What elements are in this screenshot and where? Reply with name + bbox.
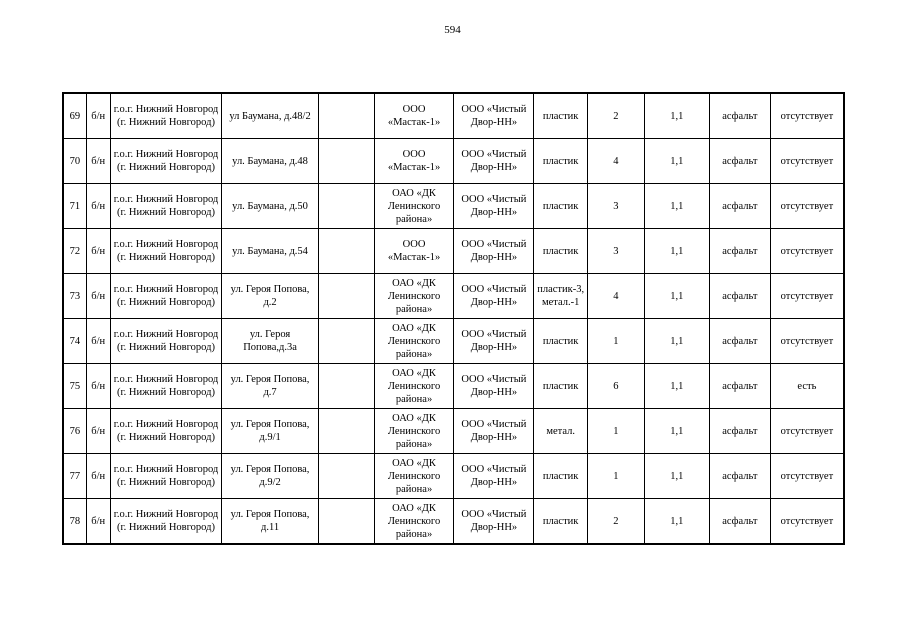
surface-type: асфальт bbox=[709, 229, 770, 274]
container-volume: 1,1 bbox=[644, 139, 709, 184]
row-number: 71 bbox=[63, 184, 86, 229]
container-count: 2 bbox=[587, 93, 644, 139]
address: ул. Баумана, д.48 bbox=[222, 139, 319, 184]
operator: ООО «Чистый Двор-НН» bbox=[454, 274, 534, 319]
operator: ООО «Чистый Двор-НН» bbox=[454, 454, 534, 499]
municipality: г.о.г. Нижний Новгород (г. Нижний Новгород) bbox=[110, 184, 221, 229]
site-id: б/н bbox=[86, 229, 110, 274]
fence-status: отсутствует bbox=[770, 274, 844, 319]
container-volume: 1,1 bbox=[644, 499, 709, 545]
owner: ОАО «ДК Ленинского района» bbox=[374, 184, 454, 229]
address: ул. Героя Попова,д.3а bbox=[222, 319, 319, 364]
municipality: г.о.г. Нижний Новгород (г. Нижний Новгород) bbox=[110, 409, 221, 454]
fence-status: отсутствует bbox=[770, 499, 844, 545]
address: ул. Баумана, д.54 bbox=[222, 229, 319, 274]
table-row bbox=[63, 319, 844, 364]
fence-status: отсутствует bbox=[770, 184, 844, 229]
empty-cell bbox=[318, 93, 374, 139]
container-count: 4 bbox=[587, 274, 644, 319]
municipality: г.о.г. Нижний Новгород (г. Нижний Новгород) bbox=[110, 454, 221, 499]
municipality: г.о.г. Нижний Новгород (г. Нижний Новгород) bbox=[110, 319, 221, 364]
address: ул. Героя Попова, д.2 bbox=[222, 274, 319, 319]
row-number: 73 bbox=[63, 274, 86, 319]
container-count: 1 bbox=[587, 409, 644, 454]
row-number: 75 bbox=[63, 364, 86, 409]
container-material: пластик bbox=[534, 454, 588, 499]
row-number: 74 bbox=[63, 319, 86, 364]
surface-type: асфальт bbox=[709, 139, 770, 184]
municipality: г.о.г. Нижний Новгород (г. Нижний Новгород) bbox=[110, 229, 221, 274]
surface-type: асфальт bbox=[709, 274, 770, 319]
surface-type: асфальт bbox=[709, 454, 770, 499]
site-id: б/н bbox=[86, 93, 110, 139]
empty-cell bbox=[318, 319, 374, 364]
owner: ООО «Мастак-1» bbox=[374, 229, 454, 274]
surface-type: асфальт bbox=[709, 409, 770, 454]
fence-status: отсутствует bbox=[770, 139, 844, 184]
municipality: г.о.г. Нижний Новгород (г. Нижний Новгород) bbox=[110, 274, 221, 319]
address: ул Баумана, д.48/2 bbox=[222, 93, 319, 139]
owner: ОАО «ДК Ленинского района» bbox=[374, 409, 454, 454]
container-material: пластик-3, метал.-1 bbox=[534, 274, 588, 319]
owner: ОАО «ДК Ленинского района» bbox=[374, 319, 454, 364]
site-id: б/н bbox=[86, 499, 110, 545]
container-count: 3 bbox=[587, 229, 644, 274]
owner: ООО «Мастак-1» bbox=[374, 93, 454, 139]
site-id: б/н bbox=[86, 409, 110, 454]
table-row bbox=[63, 409, 844, 454]
registry-table-body bbox=[63, 93, 844, 544]
container-volume: 1,1 bbox=[644, 409, 709, 454]
site-id: б/н bbox=[86, 274, 110, 319]
municipality: г.о.г. Нижний Новгород (г. Нижний Новгород) bbox=[110, 93, 221, 139]
table-row bbox=[63, 274, 844, 319]
row-number: 72 bbox=[63, 229, 86, 274]
row-number: 78 bbox=[63, 499, 86, 545]
container-count: 6 bbox=[587, 364, 644, 409]
container-material: пластик bbox=[534, 139, 588, 184]
operator: ООО «Чистый Двор-НН» bbox=[454, 409, 534, 454]
container-count: 1 bbox=[587, 454, 644, 499]
row-number: 70 bbox=[63, 139, 86, 184]
site-id: б/н bbox=[86, 364, 110, 409]
operator: ООО «Чистый Двор-НН» bbox=[454, 139, 534, 184]
address: ул. Героя Попова, д.7 bbox=[222, 364, 319, 409]
table-row bbox=[63, 229, 844, 274]
owner: ОАО «ДК Ленинского района» bbox=[374, 364, 454, 409]
container-volume: 1,1 bbox=[644, 184, 709, 229]
site-id: б/н bbox=[86, 454, 110, 499]
container-count: 2 bbox=[587, 499, 644, 545]
container-material: пластик bbox=[534, 364, 588, 409]
operator: ООО «Чистый Двор-НН» bbox=[454, 319, 534, 364]
container-volume: 1,1 bbox=[644, 93, 709, 139]
empty-cell bbox=[318, 229, 374, 274]
row-number: 77 bbox=[63, 454, 86, 499]
empty-cell bbox=[318, 139, 374, 184]
site-id: б/н bbox=[86, 319, 110, 364]
container-material: пластик bbox=[534, 93, 588, 139]
owner: ОАО «ДК Ленинского района» bbox=[374, 274, 454, 319]
empty-cell bbox=[318, 409, 374, 454]
owner: ОАО «ДК Ленинского района» bbox=[374, 499, 454, 545]
table-row bbox=[63, 364, 844, 409]
fence-status: отсутствует bbox=[770, 454, 844, 499]
container-material: пластик bbox=[534, 319, 588, 364]
empty-cell bbox=[318, 184, 374, 229]
fence-status: отсутствует bbox=[770, 409, 844, 454]
address: ул. Баумана, д.50 bbox=[222, 184, 319, 229]
table-row bbox=[63, 93, 844, 139]
fence-status: отсутствует bbox=[770, 319, 844, 364]
owner: ООО «Мастак-1» bbox=[374, 139, 454, 184]
address: ул. Героя Попова, д.9/1 bbox=[222, 409, 319, 454]
container-volume: 1,1 bbox=[644, 364, 709, 409]
surface-type: асфальт bbox=[709, 319, 770, 364]
container-material: пластик bbox=[534, 229, 588, 274]
operator: ООО «Чистый Двор-НН» bbox=[454, 229, 534, 274]
empty-cell bbox=[318, 454, 374, 499]
container-volume: 1,1 bbox=[644, 274, 709, 319]
municipality: г.о.г. Нижний Новгород (г. Нижний Новгород) bbox=[110, 364, 221, 409]
table-row bbox=[63, 184, 844, 229]
operator: ООО «Чистый Двор-НН» bbox=[454, 93, 534, 139]
site-id: б/н bbox=[86, 184, 110, 229]
empty-cell bbox=[318, 364, 374, 409]
fence-status: отсутствует bbox=[770, 93, 844, 139]
registry-table bbox=[62, 92, 845, 545]
row-number: 69 bbox=[63, 93, 86, 139]
site-id: б/н bbox=[86, 139, 110, 184]
container-material: пластик bbox=[534, 499, 588, 545]
container-material: пластик bbox=[534, 184, 588, 229]
address: ул. Героя Попова, д.11 bbox=[222, 499, 319, 545]
table-row bbox=[63, 499, 844, 545]
container-volume: 1,1 bbox=[644, 229, 709, 274]
municipality: г.о.г. Нижний Новгород (г. Нижний Новгород) bbox=[110, 139, 221, 184]
operator: ООО «Чистый Двор-НН» bbox=[454, 499, 534, 545]
empty-cell bbox=[318, 499, 374, 545]
fence-status: отсутствует bbox=[770, 229, 844, 274]
container-count: 3 bbox=[587, 184, 644, 229]
owner: ОАО «ДК Ленинского района» bbox=[374, 454, 454, 499]
page-number: 594 bbox=[444, 24, 461, 36]
empty-cell bbox=[318, 274, 374, 319]
container-material: метал. bbox=[534, 409, 588, 454]
surface-type: асфальт bbox=[709, 364, 770, 409]
surface-type: асфальт bbox=[709, 93, 770, 139]
surface-type: асфальт bbox=[709, 499, 770, 545]
municipality: г.о.г. Нижний Новгород (г. Нижний Новгород) bbox=[110, 499, 221, 545]
address: ул. Героя Попова, д.9/2 bbox=[222, 454, 319, 499]
container-volume: 1,1 bbox=[644, 319, 709, 364]
operator: ООО «Чистый Двор-НН» bbox=[454, 184, 534, 229]
operator: ООО «Чистый Двор-НН» bbox=[454, 364, 534, 409]
table-row bbox=[63, 454, 844, 499]
container-count: 1 bbox=[587, 319, 644, 364]
table-row bbox=[63, 139, 844, 184]
container-volume: 1,1 bbox=[644, 454, 709, 499]
surface-type: асфальт bbox=[709, 184, 770, 229]
container-count: 4 bbox=[587, 139, 644, 184]
fence-status: есть bbox=[770, 364, 844, 409]
row-number: 76 bbox=[63, 409, 86, 454]
